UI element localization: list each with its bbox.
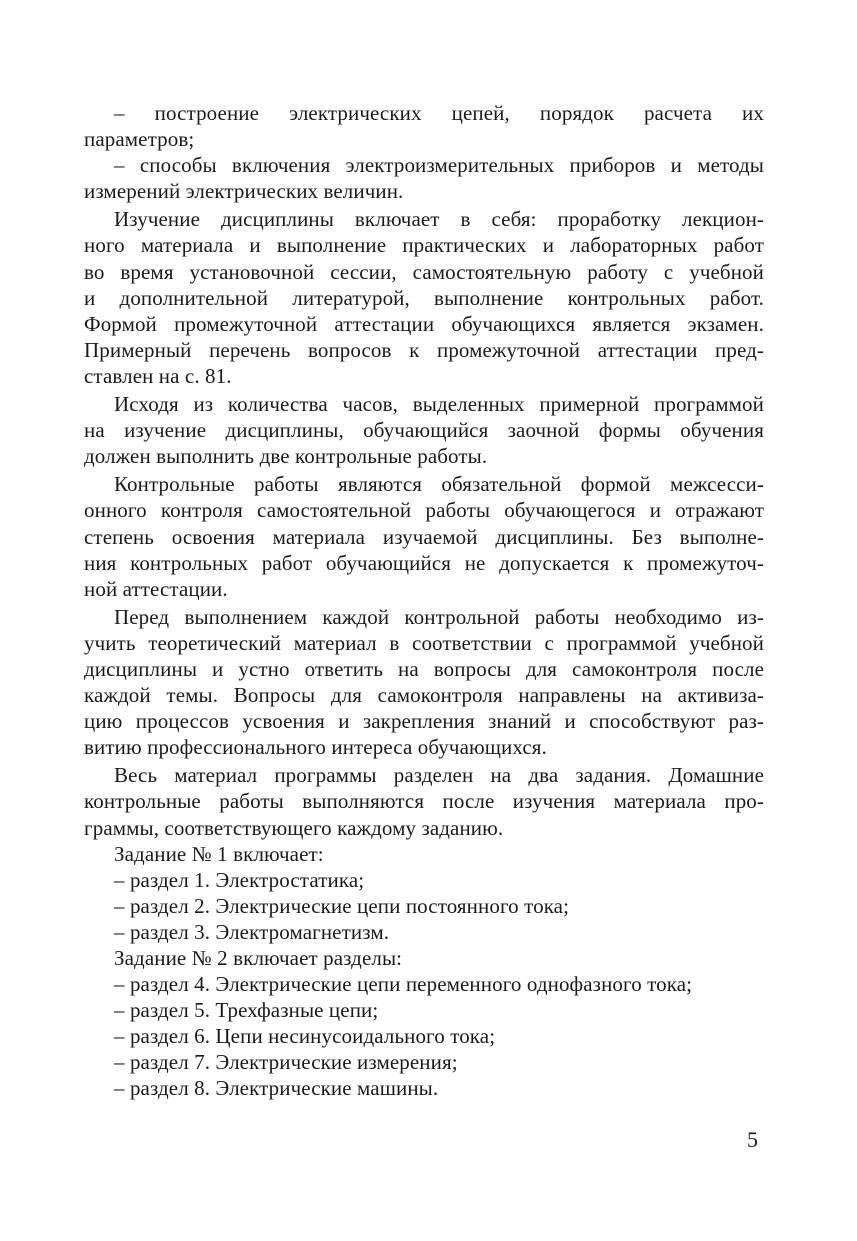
text-line: учить теоретический материал в соответствии с программой учебной — [84, 630, 764, 655]
task-2-item: – раздел 6. Цепи несинусоидального тока; — [114, 1024, 496, 1049]
task-2-item: – раздел 8. Электрические машины. — [114, 1076, 439, 1101]
text-line: онного контроля самостоятельной работы обучающегося и отражают — [84, 498, 764, 523]
text-line: параметров; — [84, 127, 195, 152]
text-line: ставлен на с. 81. — [84, 363, 232, 388]
text-line: измерений электрических величин. — [84, 179, 404, 204]
text-line: и дополнительной литературой, выполнение контрольных работ. — [84, 285, 764, 310]
task-2-item: – раздел 5. Трехфазные цепи; — [114, 998, 379, 1023]
text-line: Формой промежуточной аттестации обучающихся является экзамен. — [84, 311, 764, 336]
task-2-item: – раздел 7. Электрические измерения; — [114, 1050, 458, 1075]
text-line: ной аттестации. — [84, 576, 228, 601]
text-line: цию процессов усвоения и закрепления знаний и способствуют раз- — [84, 709, 764, 734]
text-line: Исходя из количества часов, выделенных примерной программой — [114, 392, 764, 417]
paragraph-measurement-methods — [84, 152, 764, 204]
text-line: – способы включения электроизмерительных приборов и методы — [114, 153, 764, 178]
task-1-item: – раздел 1. Электростатика; — [114, 867, 365, 892]
paragraph-circuit-construction — [84, 100, 764, 152]
task-2-item: – раздел 4. Электрические цепи переменного однофазного тока; — [114, 972, 693, 997]
task-1-item: – раздел 3. Электромагнетизм. — [114, 919, 390, 944]
paragraph-course-study — [84, 206, 764, 389]
text-line: Перед выполнением каждой контрольной работы необходимо из- — [114, 604, 764, 629]
text-line: Изучение дисциплины включает в себя: проработку лекцион- — [114, 207, 764, 232]
text-line: каждой темы. Вопросы для самоконтроля направлены на активиза- — [84, 683, 764, 708]
paragraph-hours — [84, 391, 764, 469]
text-line: на изучение дисциплины, обучающийся заочной формы обучения — [84, 418, 764, 443]
text-line: должен выполнить две контрольные работы. — [84, 444, 488, 469]
task-1-heading: Задание № 1 включает: — [114, 841, 324, 866]
paragraph-preparation — [84, 604, 764, 761]
text-line: контрольные работы выполняются после изучения материала про- — [84, 789, 764, 814]
page-body — [84, 100, 764, 1102]
page-number: 5 — [747, 1127, 758, 1152]
text-line: Контрольные работы являются обязательной формой межсесси- — [114, 472, 764, 497]
paragraph-control-works — [84, 471, 764, 601]
task-1-section — [84, 841, 764, 945]
text-line: витию профессионального интереса обучающихся. — [84, 735, 547, 760]
text-line: Весь материал программы разделен на два задания. Домашние — [114, 763, 764, 788]
text-line: Примерный перечень вопросов к промежуточной аттестации пред- — [84, 337, 764, 362]
text-line: дисциплины и устно ответить на вопросы для самоконтроля после — [84, 656, 764, 681]
text-line: ного материала и выполнение практических и лабораторных работ — [84, 233, 764, 258]
text-line: во время установочной сессии, самостоятельную работу с учебной — [84, 259, 764, 284]
task-1-item: – раздел 2. Электрические цепи постоянного тока; — [114, 893, 570, 918]
paragraph-program-split — [84, 762, 764, 840]
text-line: ния контрольных работ обучающийся не допускается к промежуточ- — [84, 550, 764, 575]
text-line: – построение электрических цепей, порядок расчета их — [114, 101, 764, 125]
task-2-heading: Задание № 2 включает разделы: — [114, 946, 403, 970]
text-line: граммы, соответствующего каждому заданию. — [84, 815, 504, 840]
task-2-section — [84, 945, 764, 1102]
text-line: степень освоения материала изучаемой дисциплины. Без выполне- — [84, 524, 764, 549]
